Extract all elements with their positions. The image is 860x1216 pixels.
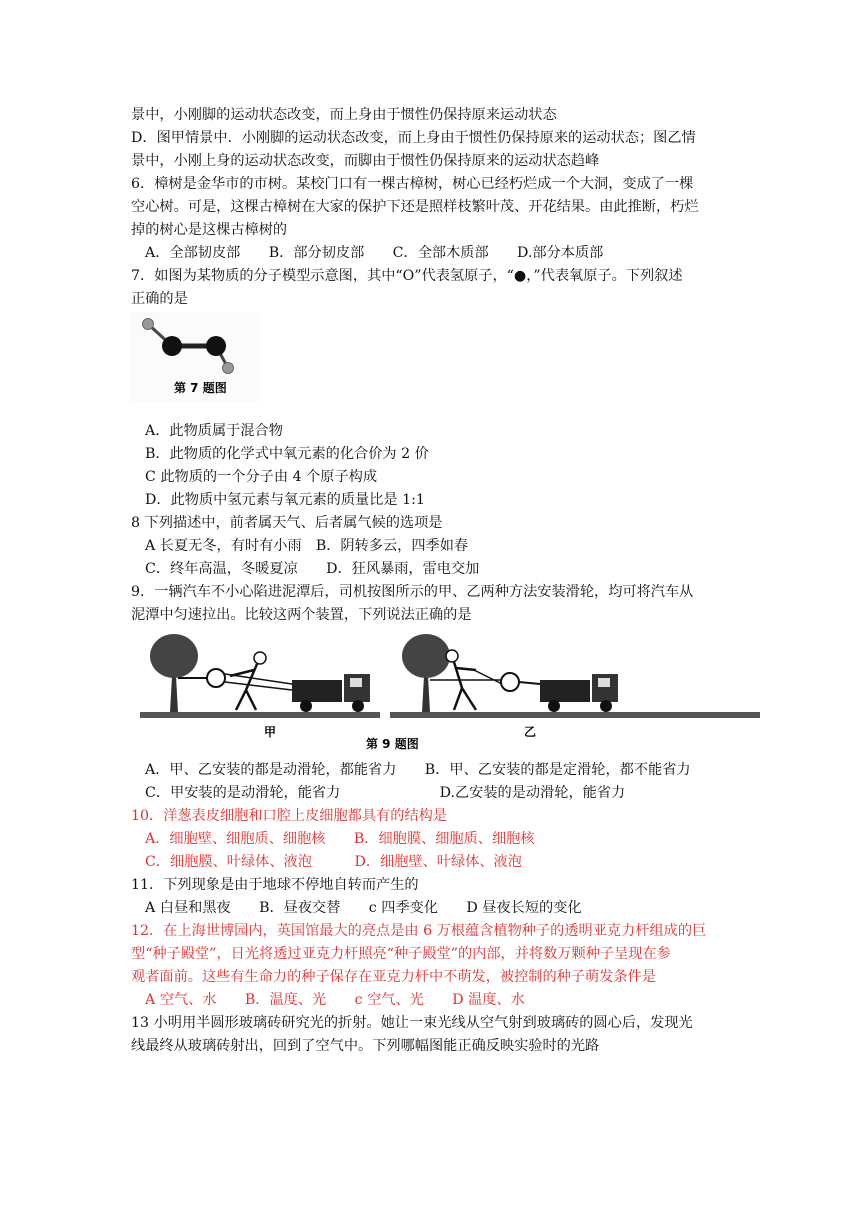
figure-7-molecule [130, 312, 260, 402]
question-10: 10．洋葱表皮细胞和口腔上皮细胞都具有的结构是 [131, 808, 447, 824]
q10-options-ab: A．细胞壁、细胞质、细胞核 B．细胞膜、细胞质、细胞核 [145, 831, 535, 847]
text-line: 泥潭中匀速拉出。比较这两个装置，下列说法正确的是 [131, 607, 472, 623]
figure-9-pulleys [140, 628, 760, 752]
q7-option-b: B．此物质的化学式中氧元素的化合价为 2 价 [145, 446, 429, 462]
text-line: 掉的树心是这棵古樟树的 [131, 222, 288, 238]
text-line: 观者面前。这些有生命力的种子保存在亚克力杆中不萌发，被控制的种子萌发条件是 [131, 969, 656, 985]
q11-options: A 白昼和黑夜 B．昼夜交替 c 四季变化 D 昼夜长短的变化 [145, 900, 582, 916]
question-7: 7．如图为某物质的分子模型示意图，其中“O”代表氢原子，“●，”代表氧原子。下列叙述 [131, 268, 683, 284]
text-line: 正确的是 [131, 291, 188, 307]
q7-option-d: D．此物质中氢元素与氧元素的质量比是 1:1 [145, 492, 425, 508]
text-line: 空心树。可是，这棵古樟树在大家的保护下还是照样枝繁叶茂、开花结果。由此推断，朽烂 [131, 199, 699, 215]
q7-option-c: C 此物质的一个分子由 4 个原子构成 [145, 469, 378, 485]
text-line: 景中，小刚上身的运动状态改变，而脚由于惯性仍保持原来的运动状态趋峰 [131, 153, 600, 169]
q9-options-ab: A．甲、乙安装的都是动滑轮，都能省力 B．甲、乙安装的都是定滑轮，都不能省力 [145, 762, 691, 778]
question-12: 12．在上海世博园内，英国馆最大的亮点是由 6 万根蕴含植物种子的透明亚克力杆组成的巨 [131, 923, 707, 939]
figure-9-label-jia: 甲 [264, 725, 277, 739]
question-8: 8 下列描述中，前者属天气、后者属气候的选项是 [131, 515, 443, 531]
text-line: 线最终从玻璃砖射出，回到了空气中。下列哪幅图能正确反映实验时的光路 [131, 1038, 600, 1054]
scene-yi [390, 634, 760, 739]
pulley-diagram [140, 628, 760, 752]
figure-7-caption: 第 7 题图 [174, 381, 227, 395]
text-line: 景中，小刚脚的运动状态改变，而上身由于惯性仍保持原来运动状态 [131, 107, 557, 123]
question-13: 13 小明用半圆形玻璃砖研究光的折射。她让一束光线从空气射到玻璃砖的圆心后，发现光 [131, 1015, 693, 1031]
text-line: D．图甲情景中．小刚脚的运动状态改变，而上身由于惯性仍保持原来的运动状态；图乙情 [131, 130, 696, 146]
q8-options-cd: C．终年高温，冬暖夏凉 D．狂风暴雨，雷电交加 [145, 561, 480, 577]
question-9: 9．一辆汽车不小心陷进泥潭后，司机按图所示的甲、乙两种方法安装滑轮，均可将汽车从 [131, 584, 694, 600]
q6-options: A．全部韧皮部 B．部分韧皮部 C．全部木质部 D.部分本质部 [145, 245, 604, 261]
question-6: 6．樟树是金华市的市树。某校门口有一棵古樟树，树心已经朽烂成一个大洞，变成了一棵 [131, 176, 694, 192]
q9-options-cd: C．甲安装的是动滑轮，能省力 D.乙安装的是动滑轮，能省力 [145, 785, 626, 801]
question-11: 11．下列现象是由于地球不停地自转而产生的 [131, 877, 419, 893]
scene-jia [140, 634, 380, 739]
figure-9-label-yi: 乙 [524, 725, 537, 739]
q8-options-ab: A 长夏无冬，有时有小雨 B．阴转多云，四季如春 [145, 538, 469, 554]
molecule-diagram [130, 312, 260, 402]
text-line: 型“种子殿堂”，日光将透过亚克力杆照亮“种子殿堂”的内部，并将数万颗种子呈现在参 [131, 946, 671, 962]
q10-options-cd: C．细胞膜、叶绿体、液泡 D．细胞壁、叶绿体、液泡 [145, 854, 522, 870]
figure-9-caption: 第 9 题图 [366, 737, 419, 751]
q12-options: A 空气、水 B．温度、光 c 空气、光 D 温度、水 [145, 992, 525, 1008]
q7-option-a: A．此物质属于混合物 [145, 423, 283, 439]
